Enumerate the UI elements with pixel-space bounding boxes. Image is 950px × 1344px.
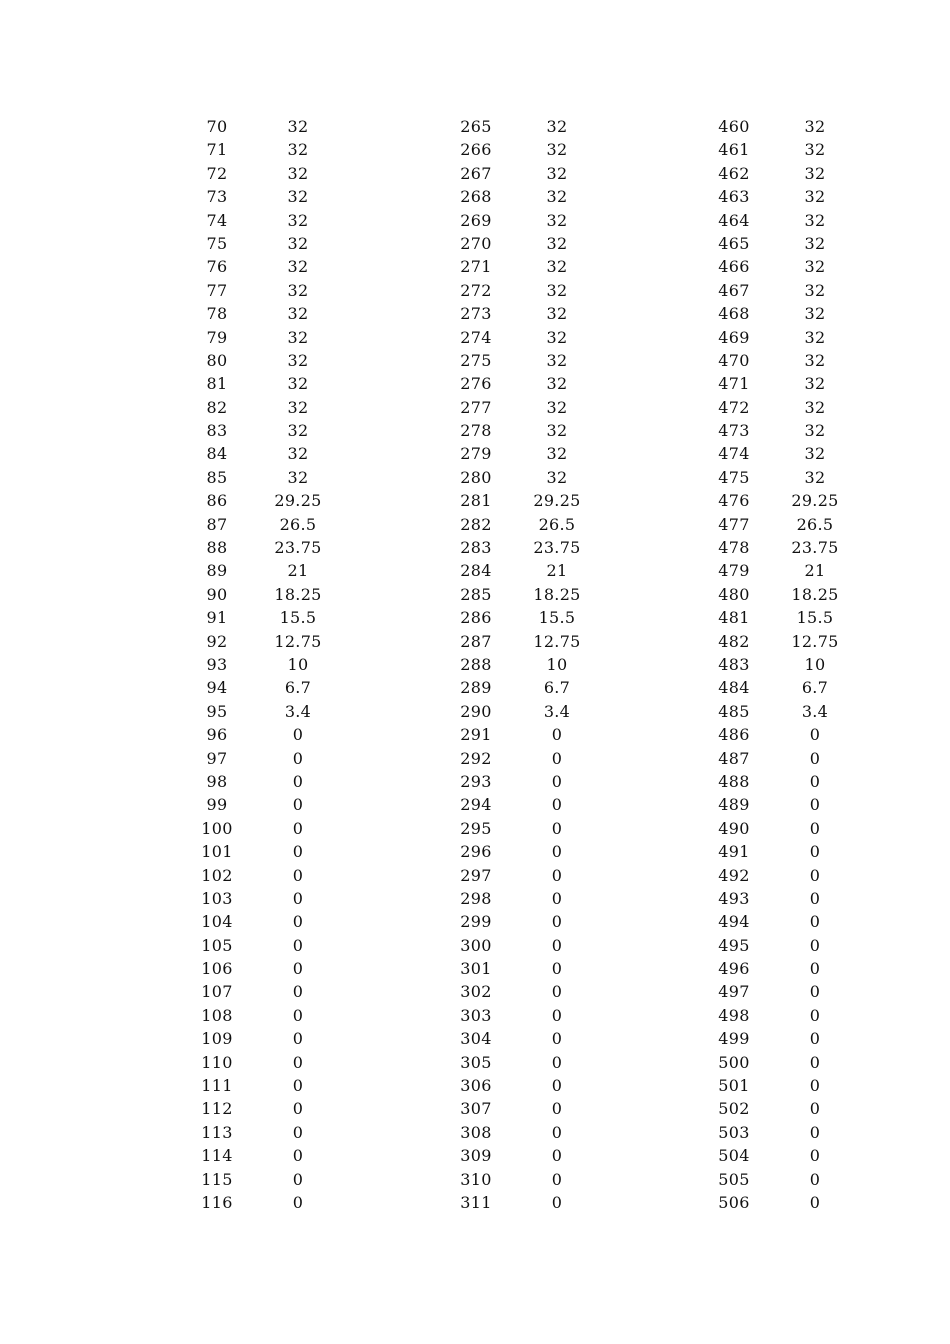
row-index-cell: 482 (718, 631, 750, 651)
row-index-cell: 491 (718, 842, 750, 862)
row-value-cell: 0 (292, 1029, 304, 1049)
row-value-cell: 32 (804, 210, 826, 230)
row-value-cell: 12.75 (274, 631, 322, 651)
row-index-cell: 285 (460, 584, 492, 604)
row-value-cell: 0 (292, 935, 304, 955)
row-index-cell: 471 (718, 374, 750, 394)
row-value-cell: 32 (804, 421, 826, 441)
row-index-cell: 481 (718, 608, 750, 628)
row-value-cell: 32 (546, 350, 568, 370)
row-value-cell: 0 (551, 795, 563, 815)
row-index-cell: 494 (718, 912, 750, 932)
row-value-cell: 0 (292, 725, 304, 745)
row-value-cell: 0 (809, 912, 821, 932)
row-index-cell: 275 (460, 350, 492, 370)
row-value-cell: 26.5 (279, 514, 317, 534)
row-index-cell: 303 (460, 1005, 492, 1025)
row-index-cell: 277 (460, 397, 492, 417)
row-index-cell: 88 (206, 538, 228, 558)
row-value-cell: 0 (551, 1192, 563, 1212)
row-index-cell: 94 (206, 678, 228, 698)
row-index-cell: 492 (718, 865, 750, 885)
row-value-cell: 32 (546, 233, 568, 253)
row-value-cell: 0 (292, 842, 304, 862)
row-index-cell: 102 (201, 865, 233, 885)
row-value-cell: 32 (287, 257, 309, 277)
row-index-cell: 495 (718, 935, 750, 955)
row-value-cell: 32 (546, 397, 568, 417)
row-value-cell: 0 (809, 1169, 821, 1189)
row-value-cell: 0 (809, 748, 821, 768)
row-value-cell: 0 (809, 771, 821, 791)
row-value-cell: 32 (287, 187, 309, 207)
row-index-cell: 278 (460, 421, 492, 441)
row-value-cell: 15.5 (538, 608, 576, 628)
row-index-cell: 81 (206, 374, 228, 394)
row-value-cell: 32 (804, 304, 826, 324)
row-index-cell: 115 (201, 1169, 233, 1189)
row-index-cell: 472 (718, 397, 750, 417)
row-index-cell: 309 (460, 1146, 492, 1166)
row-index-cell: 99 (206, 795, 228, 815)
row-value-cell: 0 (551, 771, 563, 791)
row-value-cell: 32 (546, 327, 568, 347)
row-value-cell: 32 (804, 444, 826, 464)
row-index-cell: 280 (460, 467, 492, 487)
row-index-cell: 483 (718, 654, 750, 674)
row-value-cell: 0 (809, 818, 821, 838)
row-index-cell: 489 (718, 795, 750, 815)
row-value-cell: 32 (804, 280, 826, 300)
row-index-cell: 89 (206, 561, 228, 581)
row-index-cell: 469 (718, 327, 750, 347)
row-value-cell: 32 (287, 327, 309, 347)
row-value-cell: 32 (804, 327, 826, 347)
row-value-cell: 32 (287, 163, 309, 183)
row-value-cell: 32 (287, 280, 309, 300)
row-value-cell: 10 (546, 654, 568, 674)
row-index-cell: 92 (206, 631, 228, 651)
row-value-cell: 15.5 (279, 608, 317, 628)
row-index-cell: 72 (206, 163, 228, 183)
row-index-cell: 95 (206, 701, 228, 721)
row-index-cell: 287 (460, 631, 492, 651)
row-index-cell: 298 (460, 888, 492, 908)
row-value-cell: 0 (551, 818, 563, 838)
row-value-cell: 32 (546, 374, 568, 394)
row-value-cell: 0 (551, 912, 563, 932)
row-index-cell: 111 (201, 1076, 233, 1096)
row-index-cell: 281 (460, 491, 492, 511)
row-value-cell: 0 (809, 1076, 821, 1096)
row-value-cell: 32 (287, 444, 309, 464)
row-index-cell: 87 (206, 514, 228, 534)
row-index-cell: 501 (718, 1076, 750, 1096)
row-index-cell: 91 (206, 608, 228, 628)
row-value-cell: 26.5 (796, 514, 834, 534)
row-value-cell: 6.7 (543, 678, 571, 698)
row-value-cell: 6.7 (801, 678, 829, 698)
row-index-cell: 496 (718, 959, 750, 979)
row-value-cell: 21 (546, 561, 568, 581)
row-index-cell: 100 (201, 818, 233, 838)
row-index-cell: 96 (206, 725, 228, 745)
row-index-cell: 106 (201, 959, 233, 979)
row-index-cell: 85 (206, 467, 228, 487)
row-index-cell: 110 (201, 1052, 233, 1072)
row-index-cell: 105 (201, 935, 233, 955)
row-index-cell: 291 (460, 725, 492, 745)
row-value-cell: 0 (292, 771, 304, 791)
row-index-cell: 473 (718, 421, 750, 441)
row-value-cell: 10 (287, 654, 309, 674)
row-value-cell: 0 (551, 1122, 563, 1142)
row-index-cell: 97 (206, 748, 228, 768)
row-value-cell: 0 (551, 1169, 563, 1189)
row-value-cell: 0 (292, 1169, 304, 1189)
row-value-cell: 32 (546, 117, 568, 136)
row-index-cell: 474 (718, 444, 750, 464)
row-value-cell: 0 (809, 959, 821, 979)
row-index-cell: 308 (460, 1122, 492, 1142)
row-value-cell: 18.25 (791, 584, 839, 604)
row-value-cell: 0 (292, 959, 304, 979)
row-value-cell: 32 (546, 257, 568, 277)
row-value-cell: 0 (551, 842, 563, 862)
row-value-cell: 32 (804, 163, 826, 183)
row-value-cell: 29.25 (533, 491, 581, 511)
row-value-cell: 0 (551, 865, 563, 885)
row-index-cell: 80 (206, 350, 228, 370)
row-index-cell: 286 (460, 608, 492, 628)
row-value-cell: 29.25 (274, 491, 322, 511)
row-value-cell: 32 (287, 117, 309, 136)
row-index-cell: 93 (206, 654, 228, 674)
row-value-cell: 0 (292, 982, 304, 1002)
row-index-cell: 73 (206, 187, 228, 207)
row-index-cell: 484 (718, 678, 750, 698)
row-index-cell: 461 (718, 140, 750, 160)
row-index-cell: 268 (460, 187, 492, 207)
row-value-cell: 32 (287, 210, 309, 230)
row-value-cell: 32 (546, 280, 568, 300)
row-value-cell: 0 (809, 1052, 821, 1072)
row-index-cell: 90 (206, 584, 228, 604)
row-index-cell: 486 (718, 725, 750, 745)
row-value-cell: 0 (551, 1005, 563, 1025)
row-index-cell: 470 (718, 350, 750, 370)
row-index-cell: 76 (206, 257, 228, 277)
row-index-cell: 468 (718, 304, 750, 324)
row-index-cell: 295 (460, 818, 492, 838)
row-index-cell: 276 (460, 374, 492, 394)
row-value-cell: 15.5 (796, 608, 834, 628)
row-index-cell: 505 (718, 1169, 750, 1189)
row-index-cell: 466 (718, 257, 750, 277)
row-value-cell: 0 (292, 888, 304, 908)
row-value-cell: 32 (804, 257, 826, 277)
row-index-cell: 310 (460, 1169, 492, 1189)
row-index-cell: 493 (718, 888, 750, 908)
row-value-cell: 0 (292, 1122, 304, 1142)
row-index-cell: 108 (201, 1005, 233, 1025)
row-index-cell: 297 (460, 865, 492, 885)
row-index-cell: 301 (460, 959, 492, 979)
row-value-cell: 32 (287, 140, 309, 160)
row-value-cell: 32 (804, 350, 826, 370)
row-value-cell: 32 (287, 374, 309, 394)
row-value-cell: 3.4 (543, 701, 571, 721)
row-value-cell: 0 (809, 842, 821, 862)
row-value-cell: 0 (809, 865, 821, 885)
row-value-cell: 0 (551, 1076, 563, 1096)
row-index-cell: 75 (206, 233, 228, 253)
row-value-cell: 0 (551, 1099, 563, 1119)
row-index-cell: 273 (460, 304, 492, 324)
row-index-cell: 311 (460, 1192, 492, 1212)
row-index-cell: 70 (206, 117, 228, 136)
row-index-cell: 463 (718, 187, 750, 207)
row-index-cell: 504 (718, 1146, 750, 1166)
row-value-cell: 3.4 (801, 701, 829, 721)
row-index-cell: 77 (206, 280, 228, 300)
row-value-cell: 32 (546, 467, 568, 487)
row-index-cell: 74 (206, 210, 228, 230)
row-index-cell: 299 (460, 912, 492, 932)
row-value-cell: 26.5 (538, 514, 576, 534)
row-value-cell: 0 (809, 982, 821, 1002)
row-value-cell: 0 (292, 1192, 304, 1212)
row-index-cell: 480 (718, 584, 750, 604)
row-index-cell: 274 (460, 327, 492, 347)
row-value-cell: 23.75 (533, 538, 581, 558)
row-index-cell: 101 (201, 842, 233, 862)
row-value-cell: 0 (809, 1005, 821, 1025)
row-value-cell: 0 (292, 1146, 304, 1166)
row-value-cell: 29.25 (791, 491, 839, 511)
row-index-cell: 476 (718, 491, 750, 511)
row-value-cell: 32 (546, 163, 568, 183)
row-index-cell: 82 (206, 397, 228, 417)
row-index-cell: 290 (460, 701, 492, 721)
row-value-cell: 32 (287, 304, 309, 324)
row-index-cell: 292 (460, 748, 492, 768)
row-value-cell: 0 (809, 1099, 821, 1119)
row-index-cell: 272 (460, 280, 492, 300)
row-value-cell: 32 (287, 397, 309, 417)
row-value-cell: 0 (551, 935, 563, 955)
row-value-cell: 32 (287, 350, 309, 370)
row-value-cell: 0 (551, 1052, 563, 1072)
row-value-cell: 0 (809, 1146, 821, 1166)
row-index-cell: 465 (718, 233, 750, 253)
row-value-cell: 10 (804, 654, 826, 674)
row-value-cell: 0 (551, 1146, 563, 1166)
row-value-cell: 0 (551, 1029, 563, 1049)
row-value-cell: 32 (546, 140, 568, 160)
row-index-cell: 113 (201, 1122, 233, 1142)
row-index-cell: 294 (460, 795, 492, 815)
row-index-cell: 112 (201, 1099, 233, 1119)
row-value-cell: 12.75 (791, 631, 839, 651)
row-value-cell: 0 (809, 795, 821, 815)
row-value-cell: 32 (546, 187, 568, 207)
row-index-cell: 279 (460, 444, 492, 464)
row-index-cell: 109 (201, 1029, 233, 1049)
row-value-cell: 21 (804, 561, 826, 581)
row-value-cell: 0 (292, 1005, 304, 1025)
row-value-cell: 0 (809, 1122, 821, 1142)
row-index-cell: 265 (460, 117, 492, 136)
row-value-cell: 32 (804, 140, 826, 160)
row-index-cell: 460 (718, 117, 750, 136)
row-index-cell: 503 (718, 1122, 750, 1142)
row-index-cell: 103 (201, 888, 233, 908)
row-value-cell: 23.75 (791, 538, 839, 558)
row-value-cell: 0 (551, 888, 563, 908)
row-index-cell: 306 (460, 1076, 492, 1096)
row-value-cell: 0 (292, 1052, 304, 1072)
row-value-cell: 0 (551, 982, 563, 1002)
row-index-cell: 462 (718, 163, 750, 183)
row-index-cell: 506 (718, 1192, 750, 1212)
row-value-cell: 32 (804, 117, 826, 136)
row-index-cell: 296 (460, 842, 492, 862)
row-value-cell: 0 (292, 748, 304, 768)
row-index-cell: 283 (460, 538, 492, 558)
row-index-cell: 467 (718, 280, 750, 300)
row-value-cell: 32 (546, 444, 568, 464)
row-index-cell: 284 (460, 561, 492, 581)
row-index-cell: 83 (206, 421, 228, 441)
row-index-cell: 271 (460, 257, 492, 277)
row-index-cell: 269 (460, 210, 492, 230)
row-value-cell: 0 (551, 748, 563, 768)
row-value-cell: 3.4 (284, 701, 312, 721)
row-value-cell: 18.25 (274, 584, 322, 604)
row-index-cell: 307 (460, 1099, 492, 1119)
row-value-cell: 0 (292, 865, 304, 885)
row-value-cell: 32 (546, 421, 568, 441)
row-value-cell: 0 (292, 818, 304, 838)
row-index-cell: 116 (201, 1192, 233, 1212)
row-value-cell: 18.25 (533, 584, 581, 604)
row-value-cell: 32 (287, 467, 309, 487)
row-index-cell: 98 (206, 771, 228, 791)
row-value-cell: 32 (804, 467, 826, 487)
row-index-cell: 300 (460, 935, 492, 955)
row-value-cell: 0 (809, 1029, 821, 1049)
row-index-cell: 478 (718, 538, 750, 558)
row-index-cell: 477 (718, 514, 750, 534)
row-value-cell: 32 (804, 187, 826, 207)
row-index-cell: 488 (718, 771, 750, 791)
row-index-cell: 107 (201, 982, 233, 1002)
row-index-cell: 302 (460, 982, 492, 1002)
row-value-cell: 32 (546, 210, 568, 230)
row-value-cell: 0 (551, 959, 563, 979)
row-index-cell: 114 (201, 1146, 233, 1166)
row-index-cell: 79 (206, 327, 228, 347)
row-index-cell: 86 (206, 491, 228, 511)
row-value-cell: 32 (287, 421, 309, 441)
row-value-cell: 0 (809, 725, 821, 745)
row-value-cell: 0 (292, 912, 304, 932)
row-value-cell: 0 (809, 935, 821, 955)
row-index-cell: 84 (206, 444, 228, 464)
row-index-cell: 104 (201, 912, 233, 932)
row-index-cell: 282 (460, 514, 492, 534)
row-index-cell: 487 (718, 748, 750, 768)
row-index-cell: 475 (718, 467, 750, 487)
row-value-cell: 0 (551, 725, 563, 745)
row-value-cell: 12.75 (533, 631, 581, 651)
row-value-cell: 0 (809, 888, 821, 908)
row-index-cell: 305 (460, 1052, 492, 1072)
row-index-cell: 267 (460, 163, 492, 183)
row-index-cell: 485 (718, 701, 750, 721)
row-index-cell: 500 (718, 1052, 750, 1072)
row-value-cell: 0 (292, 1076, 304, 1096)
row-index-cell: 490 (718, 818, 750, 838)
row-index-cell: 304 (460, 1029, 492, 1049)
row-index-cell: 498 (718, 1005, 750, 1025)
row-index-cell: 288 (460, 654, 492, 674)
row-value-cell: 32 (804, 374, 826, 394)
row-value-cell: 0 (292, 795, 304, 815)
row-index-cell: 464 (718, 210, 750, 230)
row-index-cell: 270 (460, 233, 492, 253)
row-value-cell: 32 (804, 233, 826, 253)
row-index-cell: 78 (206, 304, 228, 324)
row-index-cell: 293 (460, 771, 492, 791)
row-value-cell: 32 (804, 397, 826, 417)
row-value-cell: 0 (292, 1099, 304, 1119)
row-value-cell: 21 (287, 561, 309, 581)
row-value-cell: 32 (546, 304, 568, 324)
row-index-cell: 499 (718, 1029, 750, 1049)
row-index-cell: 502 (718, 1099, 750, 1119)
row-value-cell: 0 (809, 1192, 821, 1212)
row-index-cell: 71 (206, 140, 228, 160)
row-value-cell: 32 (287, 233, 309, 253)
row-value-cell: 23.75 (274, 538, 322, 558)
row-value-cell: 6.7 (284, 678, 312, 698)
row-index-cell: 497 (718, 982, 750, 1002)
row-index-cell: 479 (718, 561, 750, 581)
row-index-cell: 266 (460, 140, 492, 160)
row-index-cell: 289 (460, 678, 492, 698)
